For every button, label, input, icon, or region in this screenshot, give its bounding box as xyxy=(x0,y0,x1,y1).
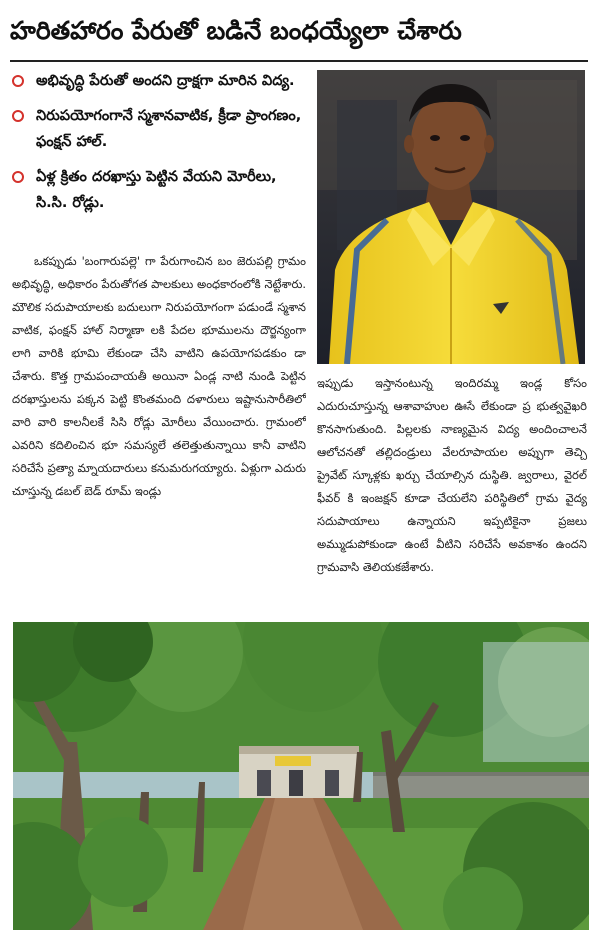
bullet-ring-icon xyxy=(12,110,24,122)
highlight-bullet xyxy=(10,103,310,155)
bullet-ring-icon xyxy=(12,75,24,87)
school-path-illustration xyxy=(13,622,589,930)
bullet-text: ఏళ్ల క్రితం దరఖాస్తు పెట్టిన వేయని మోరీలు, సి.సి. రోడ్లు. xyxy=(36,169,277,211)
headline-divider xyxy=(10,60,588,62)
highlight-bullet xyxy=(10,68,310,94)
bullet-ring-icon xyxy=(12,171,24,183)
article-paragraph: ఒకప్పుడు 'బంగారుపల్లె' గా పేరుగాంచిన బం జెరుపల్లి గ్రామం అభివృద్ధి, అధికారం పేరుతోగత పాలకులు అంధకారంలోకి నెట్టేశారు. మౌలిక సదుపాయాలకు బదులుగా నిరుపయోగంగా పడుండే స్మశాన వాటిక, ఫంక్షన్ హాల్ నిర్మాణా లకి పేదల భూములను దౌర్జన్యంగా లాగి వారికి భూమి లేకుండా చేసి వాటిని ఉపయోగపడకుం డా చేశారు. కొత్త గ్రామపంచాయతీ అయినా ఏండ్ల నాటి నుండి పెట్టిన దరఖాస్తులను పక్కన పెట్టి కొంతమంది దళారులు ఇష్టానుసారీతిలో వారి వారి కాలనీలకే సిసి రోడ్లు మోరీలు వేయించారు. గ్రామంలో ఎవరిని కదిలించిన భూ సమస్యలే తలెత్తుతున్నాయి కానీ వాటిని సరిచేసే ప్రత్యా మ్నాయదారులు కనుమరుగయ్యారు. ఏళ్లుగా ఎదురు చూస్తున్న డబల్ బెడ్ రూమ్ ఇండ్లు xyxy=(12,254,306,498)
bullet-text: అభివృద్ధి పేరుతో అందని ద్రాక్షగా మారిన విద్య. xyxy=(36,73,295,89)
article-paragraph: ఇప్పుడు ఇస్తానంటున్న ఇందిరమ్మ ఇండ్ల కోసం ఎదురుచూస్తున్న ఆశావాహుల ఊసే లేకుండా ప్ర భుత్వవైఖరి కొనసాగుతుంది. పిల్లలకు నాణ్యమైన విద్య అందించాలనే ఆలోచనతో తల్లిదండ్రులు వేలరూపాయల అప్పుగా తెచ్చి ప్రైవేట్ స్కూళ్లకు ఖర్చు చేయాల్సిన దుస్థితి. జ్వరాలు, వైరల్ ఫీవర్ కి ఇంజక్షన్ కూడా చేయలేని పరిస్థితిలో గ్రామ వైద్య సదుపాయాలు ఉన్నాయని ఇప్పటికైనా ప్రజలు అమ్ముడుపోకుండా ఉంటే వీటిని సరిచేసే అవకాశం ఉందని గ్రామవాసి తెలియకజేశారు. xyxy=(317,376,587,574)
school-path-photo xyxy=(13,622,589,930)
article-body-column-right xyxy=(317,372,587,612)
highlight-bullets xyxy=(10,68,310,236)
bullet-text: నిరుపయోగంగానే స్మశానవాటిక, క్రీడా ప్రాంగణం, ఫంక్షన్ హాల్. xyxy=(36,108,302,150)
villager-portrait-photo xyxy=(317,70,585,364)
article-body-column-left xyxy=(12,250,306,612)
portrait-illustration xyxy=(317,70,585,364)
article-headline: హరితహారం పేరుతో బడినే బంధయ్యేలా చేశారు xyxy=(10,16,462,45)
highlight-bullet xyxy=(10,164,310,216)
